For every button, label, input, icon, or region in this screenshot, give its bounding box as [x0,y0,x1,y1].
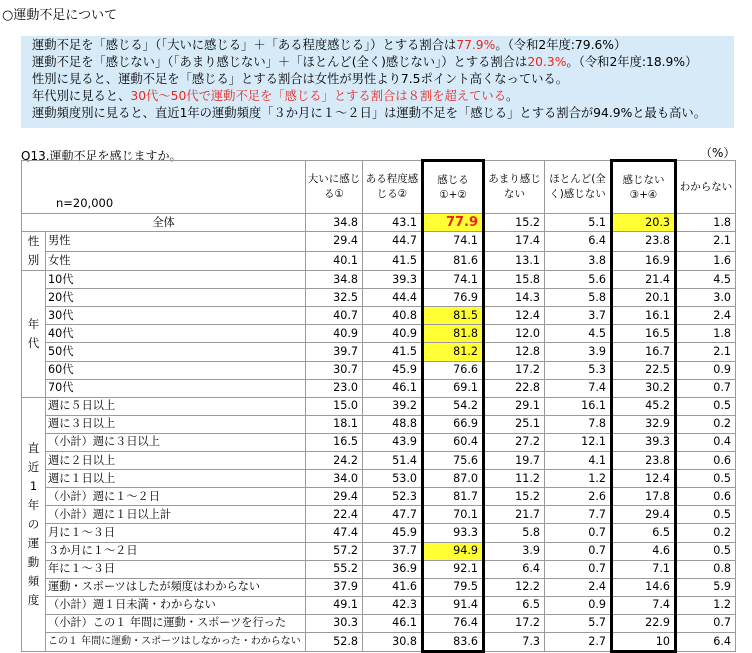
cell-value: 46.1 [363,614,423,632]
cell-value: 2.1 [676,343,736,361]
cell-value: 51.4 [363,452,423,470]
table-row [22,379,736,397]
column-header: 感じる①+② [423,161,484,214]
cell-value: 47.7 [363,506,423,524]
cell-value: 6.5 [484,596,545,614]
cell-value: 0.9 [676,361,736,379]
cell-value: 91.4 [423,596,484,614]
cell-value: 7.3 [484,632,545,651]
cell-value: 3.9 [545,343,612,361]
cell-value: 48.8 [363,415,423,433]
row-label: 70代 [46,379,306,397]
cell-value: 0.6 [676,488,736,506]
cell-value: 27.2 [484,433,545,451]
cell-value: 15.0 [306,397,363,415]
cell-value: 34.8 [306,271,363,289]
cell-value: 13.1 [484,251,545,271]
cell-value: 44.7 [363,232,423,252]
cell-value: 20.1 [612,289,676,307]
cell-value: 41.6 [363,578,423,596]
cell-value: 4.5 [676,271,736,289]
summary-highlight: 77.9% [456,38,496,52]
results-table [21,159,736,653]
cell-value: 0.6 [676,452,736,470]
cell-value: 0.7 [676,614,736,632]
cell-value: 39.3 [363,271,423,289]
cell-value: 1.8 [676,214,736,232]
column-header: 感じない③+④ [612,161,676,214]
row-label: 運動・スポーツはしたが頻度はわからない [46,578,306,596]
table-row [22,614,736,632]
cell-value: 2.1 [676,232,736,252]
summary-highlight: 20.3% [527,55,567,69]
table-row [22,232,736,252]
summary-line-5: 運動頻度別に見ると、直近1年の運動頻度「３か月に１～２日」は運動不足を「感じる」とする割合が94.9%と最も高い。 [32,106,707,120]
cell-value: 54.2 [423,397,484,415]
cell-value: 5.6 [545,271,612,289]
cell-value: 0.5 [676,397,736,415]
table-row-total [22,214,736,232]
cell-value: 0.7 [545,524,612,542]
cell-value: 14.3 [484,289,545,307]
cell-value: 15.2 [484,214,545,232]
cell-value: 74.1 [423,271,484,289]
cell-value: 39.2 [363,397,423,415]
cell-value: 3.8 [545,251,612,271]
cell-value: 29.1 [484,397,545,415]
table-row [22,415,736,433]
row-label: 10代 [46,271,306,289]
cell-value: 76.9 [423,289,484,307]
cell-value: 5.1 [545,214,612,232]
cell-value: 5.8 [484,524,545,542]
cell-value: 6.4 [545,232,612,252]
row-label: 週に１日以上 [46,470,306,488]
group-label-age [22,271,46,398]
table-row [22,433,736,451]
cell-value: 32.5 [306,289,363,307]
cell-value: 22.9 [612,614,676,632]
row-label: 男性 [46,232,306,252]
column-header: わからない [676,161,736,214]
row-label: 月に１～３日 [46,524,306,542]
cell-value: 0.5 [676,542,736,560]
cell-value: 43.9 [363,433,423,451]
cell-value: 87.0 [423,470,484,488]
cell-value: 0.5 [676,470,736,488]
cell-value: 1.8 [676,325,736,343]
cell-value: 34.0 [306,470,363,488]
summary-box [21,36,734,128]
row-label: この１ 年間に運動・スポーツはしなかった・わからない [46,632,306,651]
cell-value: 5.9 [676,578,736,596]
cell-value: 40.7 [306,307,363,325]
table-row [22,542,736,560]
row-label: （小計）週１日未満・わからない [46,596,306,614]
question-label: Q13.運動不足を感じますか。 [21,149,182,163]
cell-value: 12.1 [545,433,612,451]
cell-value: 25.1 [484,415,545,433]
cell-value: 30.7 [306,361,363,379]
table-row [22,307,736,325]
cell-value: 18.1 [306,415,363,433]
cell-value: 4.6 [612,542,676,560]
summary-line-2 [32,54,734,71]
cell-value: 0.7 [545,560,612,578]
row-label: （小計）週に１～２日 [46,488,306,506]
cell-value: 5.7 [545,614,612,632]
summary-line-4 [32,88,734,105]
cell-value: 45.2 [612,397,676,415]
cell-value: 19.7 [484,452,545,470]
cell-value: 0.2 [676,524,736,542]
cell-value: 6.5 [612,524,676,542]
cell-value: 1.2 [545,470,612,488]
cell-value: 7.7 [545,506,612,524]
cell-value: 49.1 [306,596,363,614]
cell-value: 43.1 [363,214,423,232]
cell-value: 15.8 [484,271,545,289]
cell-value: 14.6 [612,578,676,596]
cell-value: 41.5 [363,343,423,361]
table-row [22,524,736,542]
row-label: 50代 [46,343,306,361]
cell-value: 17.8 [612,488,676,506]
cell-value: 20.3 [612,214,676,232]
cell-value: 17.4 [484,232,545,252]
cell-value: 16.1 [612,307,676,325]
cell-value: 52.8 [306,632,363,651]
column-header: あまり感じない [484,161,545,214]
row-label: （小計）週に１日以上計 [46,506,306,524]
table-row [22,506,736,524]
cell-value: 81.6 [423,251,484,271]
summary-line-1 [32,37,734,54]
cell-value: 11.2 [484,470,545,488]
section-heading: ○運動不足について [2,8,118,23]
cell-value: 2.7 [545,632,612,651]
table-row [22,289,736,307]
cell-value: 2.4 [676,307,736,325]
group-label-text: 性別 [27,234,40,268]
cell-value: 12.8 [484,343,545,361]
cell-value: 16.9 [612,251,676,271]
cell-value: 23.0 [306,379,363,397]
row-label: 30代 [46,307,306,325]
cell-value: 66.9 [423,415,484,433]
table-row [22,397,736,415]
group-label-sex [22,232,46,271]
row-label: 女性 [46,251,306,271]
cell-value: 42.3 [363,596,423,614]
cell-value: 2.6 [545,488,612,506]
cell-value: 1.6 [676,251,736,271]
row-label: （小計）この１ 年間に運動・スポーツを行った [46,614,306,632]
cell-value: 23.8 [612,232,676,252]
cell-value: 6.4 [676,632,736,651]
cell-value: 40.1 [306,251,363,271]
column-header: 大いに感じる① [306,161,363,214]
cell-value: 1.2 [676,596,736,614]
sample-size-label: n=20,000 [22,161,306,214]
row-label: 20代 [46,289,306,307]
row-label: 全体 [22,214,306,232]
cell-value: 30.2 [612,379,676,397]
row-label: 40代 [46,325,306,343]
cell-value: 74.1 [423,232,484,252]
cell-value: 55.2 [306,560,363,578]
cell-value: 22.5 [612,361,676,379]
cell-value: 94.9 [423,542,484,560]
cell-value: 5.8 [545,289,612,307]
cell-value: 93.3 [423,524,484,542]
cell-value: 81.8 [423,325,484,343]
table-row [22,271,736,289]
cell-value: 29.4 [306,232,363,252]
cell-value: 0.7 [676,379,736,397]
column-header: ほとんど(全く)感じない [545,161,612,214]
table-row [22,578,736,596]
group-label-text: 年代 [27,316,40,350]
cell-value: 15.2 [484,488,545,506]
table-row [22,632,736,651]
cell-value: 0.7 [545,542,612,560]
summary-highlight: 30代～50代で運動不足を「感じる」とする割合は８割を超えている [130,89,506,103]
cell-value: 23.8 [612,452,676,470]
cell-value: 7.8 [545,415,612,433]
cell-value: 2.4 [545,578,612,596]
cell-value: 12.0 [484,325,545,343]
cell-value: 76.6 [423,361,484,379]
cell-value: 3.0 [676,289,736,307]
table-row [22,251,736,271]
cell-value: 5.3 [545,361,612,379]
cell-value: 0.9 [545,596,612,614]
cell-value: 30.3 [306,614,363,632]
cell-value: 0.4 [676,433,736,451]
cell-value: 53.0 [363,470,423,488]
cell-value: 12.4 [484,307,545,325]
row-label: 週に３日以上 [46,415,306,433]
cell-value: 3.7 [545,307,612,325]
cell-value: 45.9 [363,524,423,542]
cell-value: 34.8 [306,214,363,232]
cell-value: 24.2 [306,452,363,470]
cell-value: 22.8 [484,379,545,397]
cell-value: 17.2 [484,361,545,379]
cell-value: 16.5 [306,433,363,451]
cell-value: 0.5 [676,506,736,524]
cell-value: 81.2 [423,343,484,361]
row-label: 週に５日以上 [46,397,306,415]
cell-value: 39.3 [612,433,676,451]
cell-value: 7.4 [545,379,612,397]
cell-value: 92.1 [423,560,484,578]
cell-value: 16.5 [612,325,676,343]
table-row [22,560,736,578]
table-row [22,325,736,343]
cell-value: 39.7 [306,343,363,361]
group-label-text: 直近1年の運動頻度 [27,440,40,607]
row-label: 年に１～３日 [46,560,306,578]
header-row [22,161,736,214]
cell-value: 6.4 [484,560,545,578]
cell-value: 81.7 [423,488,484,506]
cell-value: 69.1 [423,379,484,397]
table-row [22,343,736,361]
summary-text: 運動不足を「感じない」（「あまり感じない」＋「ほとんど(全く)感じない」）とする割合は [32,55,528,69]
cell-value: 75.6 [423,452,484,470]
table-row [22,470,736,488]
cell-value: 22.4 [306,506,363,524]
cell-value: 40.9 [363,325,423,343]
summary-text: 運動不足を「感じる」（「大いに感じる」＋「ある程度感じる」）とする割合は [32,38,457,52]
cell-value: 16.7 [612,343,676,361]
cell-value: 10 [612,632,676,651]
cell-value: 29.4 [306,488,363,506]
row-label: 60代 [46,361,306,379]
column-header: ある程度感じる② [363,161,423,214]
table-row [22,361,736,379]
cell-value: 37.9 [306,578,363,596]
cell-value: 30.8 [363,632,423,651]
cell-value: 0.8 [676,560,736,578]
table-row [22,596,736,614]
cell-value: 57.2 [306,542,363,560]
cell-value: 12.2 [484,578,545,596]
cell-value: 29.4 [612,506,676,524]
cell-value: 32.9 [612,415,676,433]
summary-text: 。 [506,89,519,103]
cell-value: 21.4 [612,271,676,289]
summary-text: 年代別に見ると、 [32,89,131,103]
cell-value: 7.1 [612,560,676,578]
cell-value: 36.9 [363,560,423,578]
cell-value: 16.1 [545,397,612,415]
cell-value: 70.1 [423,506,484,524]
summary-text: 。（令和2年度:18.9%） [566,55,698,69]
cell-value: 17.2 [484,614,545,632]
cell-value: 21.7 [484,506,545,524]
cell-value: 7.4 [612,596,676,614]
row-label: （小計）週に３日以上 [46,433,306,451]
table-row [22,488,736,506]
row-label: 週に２日以上 [46,452,306,470]
summary-text: 。（令和2年度:79.6%） [495,38,627,52]
cell-value: 52.3 [363,488,423,506]
cell-value: 37.7 [363,542,423,560]
cell-value: 41.5 [363,251,423,271]
cell-value: 44.4 [363,289,423,307]
cell-value: 81.5 [423,307,484,325]
cell-value: 77.9 [423,214,484,232]
cell-value: 45.9 [363,361,423,379]
summary-line-3: 性別に見ると、運動不足を「感じる」とする割合は女性が男性より7.5ポイント高くなっている。 [32,72,569,86]
cell-value: 76.4 [423,614,484,632]
cell-value: 12.4 [612,470,676,488]
cell-value: 83.6 [423,632,484,651]
cell-value: 47.4 [306,524,363,542]
cell-value: 3.9 [484,542,545,560]
cell-value: 4.5 [545,325,612,343]
cell-value: 0.2 [676,415,736,433]
cell-value: 40.9 [306,325,363,343]
cell-value: 40.8 [363,307,423,325]
unit-label: （%） [700,146,736,160]
table-row [22,452,736,470]
group-label-freq [22,397,46,651]
cell-value: 60.4 [423,433,484,451]
cell-value: 79.5 [423,578,484,596]
cell-value: 46.1 [363,379,423,397]
cell-value: 4.1 [545,452,612,470]
row-label: ３か月に１～２日 [46,542,306,560]
